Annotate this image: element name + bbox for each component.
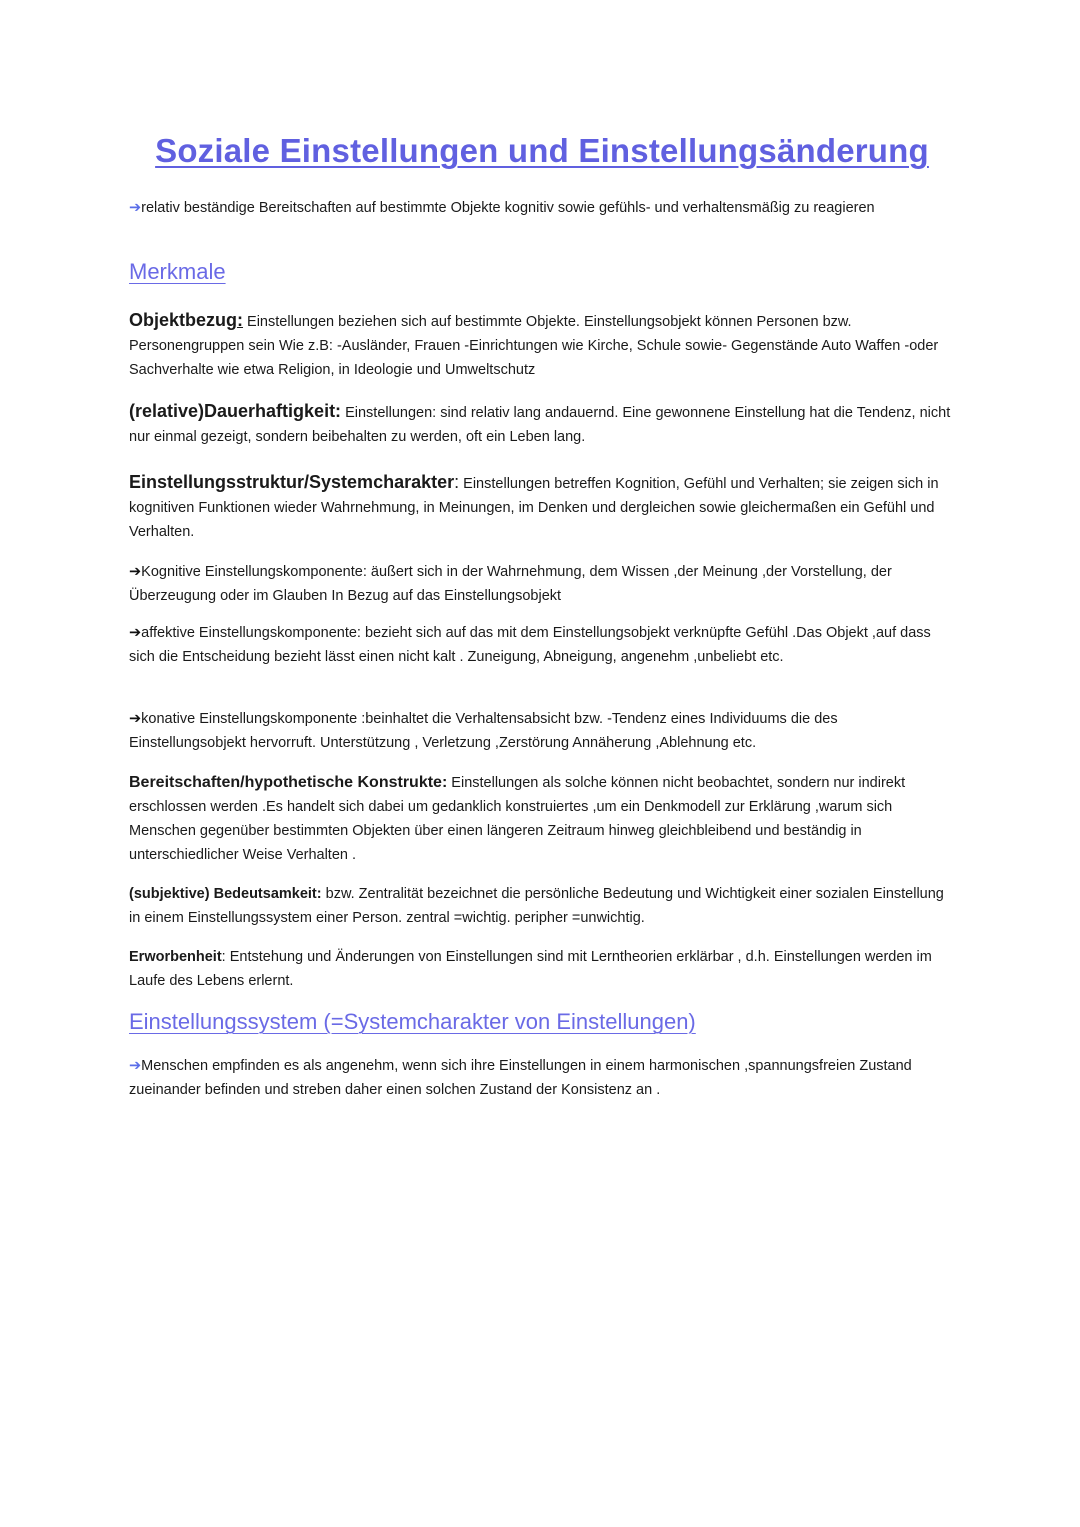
term-separator: : [316,886,322,902]
term-bereitschaften: Bereitschaften/hypothetische Konstrukte: [129,774,448,791]
merkmal-bereitschaften [129,771,955,867]
komponente-text: affektive Einstellungskomponente: bezieht sich auf das mit dem Einstellungsobjekt verknüpfte Gefühl .Das Objekt ,auf dass sich die Entscheidung bezieht lässt einen nicht kalt . Zuneigung, Abneigung, angenehm ,unbeliebt etc. [129,625,931,665]
arrow-right-icon: ➔ [129,564,142,580]
merkmal-dauerhaftigkeit [129,399,955,449]
merkmal-text: Einstellungen als solche können nicht beobachtet, sondern nur indirekt erschlossen werden .Es handelt sich dabei um gedanklich konstruiertes ,um ein Denkmodell zur Erklärung ,warum sich Menschen gegenüber bestimmten Objekten über einen längeren Zeitraum hinweg gleichbleibend und beständig in unterschiedlicher Weise Verhalten . [129,775,906,863]
komponente-konativ [129,707,955,755]
term-einstellungsstruktur: Einstellungsstruktur/Systemcharakter [129,472,455,492]
arrow-right-icon: ➔ [129,711,142,727]
arrow-right-icon: ➔ [129,625,142,641]
merkmal-text: Einstellungen betreffen Kognition, Gefühl und Verhalten; sie zeigen sich in kognitiven Funktionen wieder Wahrnehmung, in Meinungen, im Denken und dergleichen sowie gleichermaßen ein Gefühl und Verhalten. [129,476,939,540]
intro-text: relativ beständige Bereitschaften auf bestimmte Objekte kognitiv sowie gefühls- und verhaltensmäßig zu reagieren [141,200,875,216]
merkmal-einstellungsstruktur [129,470,955,544]
komponente-text: Kognitive Einstellungskomponente: äußert sich in der Wahrnehmung, dem Wissen ,der Meinung ,der Vorstellung, der Überzeugung oder im Glauben In Bezug auf das Einstellungsobjekt [129,564,892,604]
merkmal-text: Entstehung und Änderungen von Einstellungen sind mit Lerntheorien erklärbar , d.h. Einstellungen werden im Laufe des Lebens erlernt. [129,949,932,989]
arrow-right-icon: ➔ [129,1058,142,1074]
komponente-kognitiv [129,560,955,608]
term-separator: : [454,472,460,492]
arrow-right-icon: ➔ [129,200,142,216]
term-separator: : [221,949,226,965]
einstellungssystem-text [129,1054,955,1102]
merkmal-text: Einstellungen beziehen sich auf bestimmte Objekte. Einstellungsobjekt können Personen bzw. Personengruppen sein Wie z.B: -Ausländer, Frauen -Einrichtungen wie Kirche, Schule sowie- Gegenstände Auto Waffen -oder Sachverhalte wie etwa Religion, in Ideologie und Umweltschutz [129,314,939,378]
term-erworbenheit: Erworbenheit [129,949,222,965]
komponente-text: konative Einstellungskomponente :beinhaltet die Verhaltensabsicht bzw. -Tendenz eines Individuums die des Einstellungsobjekt hervorruft. Unterstützung , Verletzung ,Zerstörung Annäherung ,Ablehnung etc. [129,711,838,751]
term-bedeutsamkeit: (subjektive) Bedeutsamkeit [129,886,317,902]
merkmal-text: bzw. Zentralität bezeichnet die persönliche Bedeutung und Wichtigkeit einer sozialen Einstellung in einem Einstellungssystem einer Person. zentral =wichtig. peripher =unwichtig. [129,886,944,926]
heading-merkmale: Merkmale [129,259,226,284]
merkmal-erworbenheit [129,945,955,993]
term-objektbezug: Objektbezug [129,310,238,330]
term-dauerhaftigkeit: (relative)Dauerhaftigkeit: [129,401,342,421]
page-title: Soziale Einstellungen und Einstellungsänderung [155,132,929,169]
term-separator: : [237,310,244,330]
komponente-affektiv [129,621,955,669]
merkmal-bedeutsamkeit [129,882,955,930]
intro-definition [129,196,955,220]
system-text: Menschen empfinden es als angenehm, wenn sich ihre Einstellungen in einem harmonischen ,spannungsfreien Zustand zueinander befinden und streben daher einen solchen Zustand der Konsistenz an . [129,1058,912,1098]
heading-einstellungssystem: Einstellungssystem (=Systemcharakter von Einstellungen) [129,1009,696,1034]
merkmal-objektbezug [129,308,955,382]
merkmal-text: Einstellungen: sind relativ lang andauernd. Eine gewonnene Einstellung hat die Tendenz, nicht nur einmal gezeigt, sondern beibehalten zu werden, oft ein Leben lang. [129,405,951,445]
